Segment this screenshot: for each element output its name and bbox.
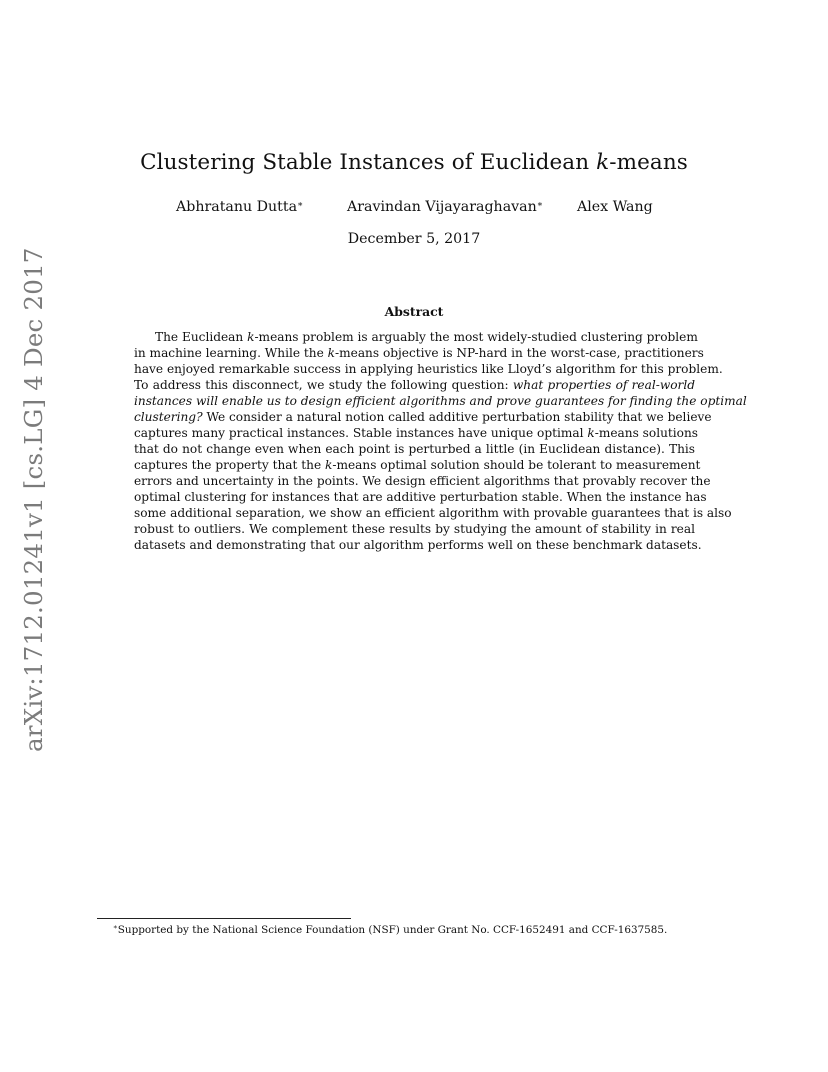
abstract-emphasis: instances will enable us to design efficient algorithms and prove guarantees for finding the optimal — [134, 394, 747, 408]
abstract-emphasis: k — [327, 346, 336, 360]
abstract-text: -means optimal solution should be tolerant to measurement — [332, 458, 701, 472]
abstract-line — [134, 473, 711, 489]
title-suffix: -means — [609, 150, 688, 175]
abstract-line — [134, 377, 695, 393]
footnote-divider — [97, 918, 351, 919]
abstract-line — [134, 441, 695, 457]
abstract-text: -means problem is arguably the most widely-studied clustering problem — [254, 330, 698, 344]
author-1 — [176, 199, 303, 215]
title-k-variable: k — [596, 150, 610, 175]
abstract-text: optimal clustering for instances that are additive perturbation stable. When the instance has — [134, 490, 707, 504]
abstract-body — [134, 329, 747, 553]
abstract-emphasis: clustering? — [134, 410, 203, 424]
arxiv-identifier-stamp: arXiv:1712.01241v1 [cs.LG] 4 Dec 2017 — [19, 247, 48, 752]
abstract-text: -means objective is NP-hard in the worst-case, practitioners — [335, 346, 704, 360]
author-name: Abhratanu Dutta — [176, 199, 298, 215]
title-prefix: Clustering Stable Instances of Euclidean — [140, 150, 597, 175]
abstract-line — [134, 393, 747, 409]
author-name: Aravindan Vijayaraghavan — [347, 199, 537, 215]
author-name: Alex Wang — [577, 199, 653, 215]
abstract-text: -means solutions — [594, 426, 699, 440]
abstract-line — [134, 425, 699, 441]
author-footnote-mark: ∗ — [297, 200, 304, 210]
author-list — [0, 199, 828, 219]
abstract-line — [134, 521, 695, 537]
author-3 — [577, 199, 653, 215]
abstract-heading: Abstract — [384, 304, 444, 319]
abstract-text: We consider a natural notion called additive perturbation stability that we believe — [202, 410, 712, 424]
abstract-line — [134, 329, 698, 345]
abstract-line — [134, 345, 704, 361]
abstract-line — [134, 537, 702, 553]
abstract-text: robust to outliers. We complement these results by studying the amount of stability in real — [134, 522, 695, 536]
author-footnote-mark: ∗ — [536, 200, 543, 210]
abstract-emphasis: k — [587, 426, 595, 440]
footnote — [113, 923, 667, 936]
abstract-text: errors and uncertainty in the points. We design efficient algorithms that provably recover the — [134, 474, 711, 488]
abstract-text: captures the property that the — [134, 458, 325, 472]
abstract-text: The Euclidean — [155, 330, 248, 344]
paper-title — [0, 150, 828, 175]
abstract-text: datasets and demonstrating that our algorithm performs well on these benchmark datasets. — [134, 538, 702, 552]
abstract-emphasis: k — [247, 330, 255, 344]
footnote-text: Supported by the National Science Foundation (NSF) under Grant No. CCF-1652491 and CCF-1637585. — [117, 924, 668, 936]
abstract-emphasis: k — [324, 458, 333, 472]
abstract-text: in machine learning. While the — [134, 346, 328, 360]
abstract-line — [134, 409, 712, 425]
abstract-line — [134, 489, 707, 505]
abstract-line — [134, 361, 723, 377]
footnote-mark: ∗ — [113, 923, 118, 931]
abstract-text: some additional separation, we show an efficient algorithm with provable guarantees that is also — [134, 506, 732, 520]
abstract-text: To address this disconnect, we study the following question: — [134, 378, 513, 392]
paper-date: December 5, 2017 — [347, 231, 481, 247]
author-2 — [347, 199, 543, 215]
abstract-line — [134, 505, 732, 521]
abstract-text: captures many practical instances. Stable instances have unique optimal — [134, 426, 588, 440]
abstract-text: that do not change even when each point is perturbed a little (in Euclidean distance). This — [134, 442, 695, 456]
abstract-emphasis: what properties of real-world — [512, 378, 695, 392]
abstract-text: have enjoyed remarkable success in applying heuristics like Lloyd’s algorithm for this problem. — [134, 362, 723, 376]
abstract-line — [134, 457, 701, 473]
